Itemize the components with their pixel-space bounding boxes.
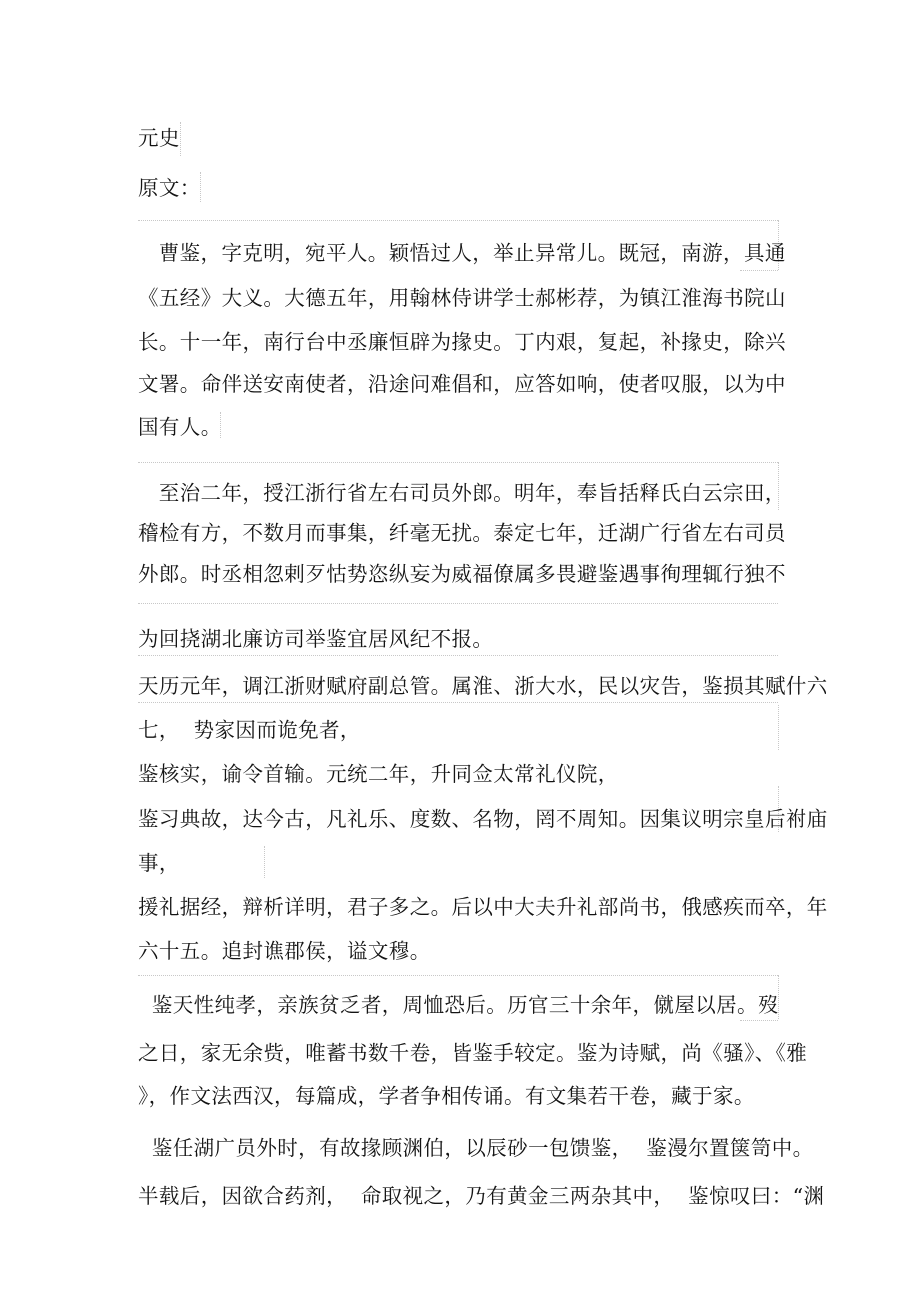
text-line: 长。十一年，南行台中丞廉恒辟为掾史。丁内艰，复起，补掾史，除兴: [138, 330, 786, 354]
text-line: 文署。命伴送安南使者，沿途问难倡和，应答如响，使者叹服，以为中: [138, 372, 786, 396]
text-line: 为回挠湖北廉访司举鉴宜居风纪不报。: [138, 627, 494, 651]
guide-line: [180, 122, 181, 156]
text-line: 《五经》大义。大德五年，用翰林侍讲学士郝彬荐，为镇江淮海书院山: [138, 286, 786, 310]
text-line: 七， 势家因而诡免者，: [138, 718, 361, 742]
text-line: 稽检有方，不数月而事集，纤毫无扰。泰定七年，迁湖广行省左右司员: [138, 521, 786, 545]
document-subtitle: 原文：: [138, 176, 201, 200]
guide-line: [138, 702, 778, 703]
text-line: 援礼据经，辩析详明，君子多之。后以中大夫升礼部尚书，俄感疾而卒，年: [138, 895, 828, 919]
text-line: 六十五。追封谯郡侯，谥文穆。: [138, 939, 431, 963]
text-line: 曹鉴，字克明，宛平人。颖悟过人，举止异常儿。既冠，南游，具通: [138, 241, 786, 265]
text-line: 鉴习典故，达今古，凡礼乐、度数、名物，罔不周知。因集议明宗皇后祔庙: [138, 807, 828, 831]
guide-line: [138, 220, 778, 221]
guide-line: [138, 603, 778, 604]
text-line: 》，作文法西汉，每篇成，学者争相传诵。有文集若干卷，藏于家。: [138, 1084, 755, 1108]
guide-line: [138, 462, 778, 463]
text-line: 事，: [138, 851, 180, 875]
text-line: 国有人。: [138, 415, 222, 439]
guide-line: [740, 270, 778, 271]
text-line: 鉴任湖广员外时，有故掾顾渊伯，以辰砂一包馈鉴， 鉴漫尔置箧笥中。: [138, 1136, 814, 1160]
guide-line: [138, 655, 778, 656]
text-line: 至治二年，授江浙行省左右司员外郎。明年，奉旨括释氏白云宗田，: [138, 481, 786, 505]
text-line: 半载后，因欲合药剂， 命取视之，乃有黄金三两杂其中， 鉴惊叹曰：“渊: [138, 1184, 825, 1208]
document-title: 元史: [138, 126, 180, 150]
text-line: 之日，家无余赀，唯蓄书数千卷，皆鉴手较定。鉴为诗赋，尚《骚》、《雅: [138, 1041, 808, 1065]
text-line: 外郎。时丞相忽剌歹怙势恣纵妄为威福僚属多畏避鉴遇事徇理辄行独不: [138, 562, 786, 586]
text-line: 天历元年，调江浙财赋府副总管。属淮、浙大水，民以灾告，鉴损其赋什六: [138, 674, 828, 698]
text-line: 鉴天性纯孝，亲族贫乏者，周恤恐后。历官三十余年，僦屋以居。歿: [138, 993, 779, 1017]
guide-line: [778, 705, 779, 750]
text-line: 鉴核实，谕令首输。元统二年，升同佥太常礼仪院，: [138, 762, 619, 786]
guide-line: [138, 975, 778, 976]
guide-line: [264, 846, 265, 878]
guide-line: [740, 1020, 778, 1021]
